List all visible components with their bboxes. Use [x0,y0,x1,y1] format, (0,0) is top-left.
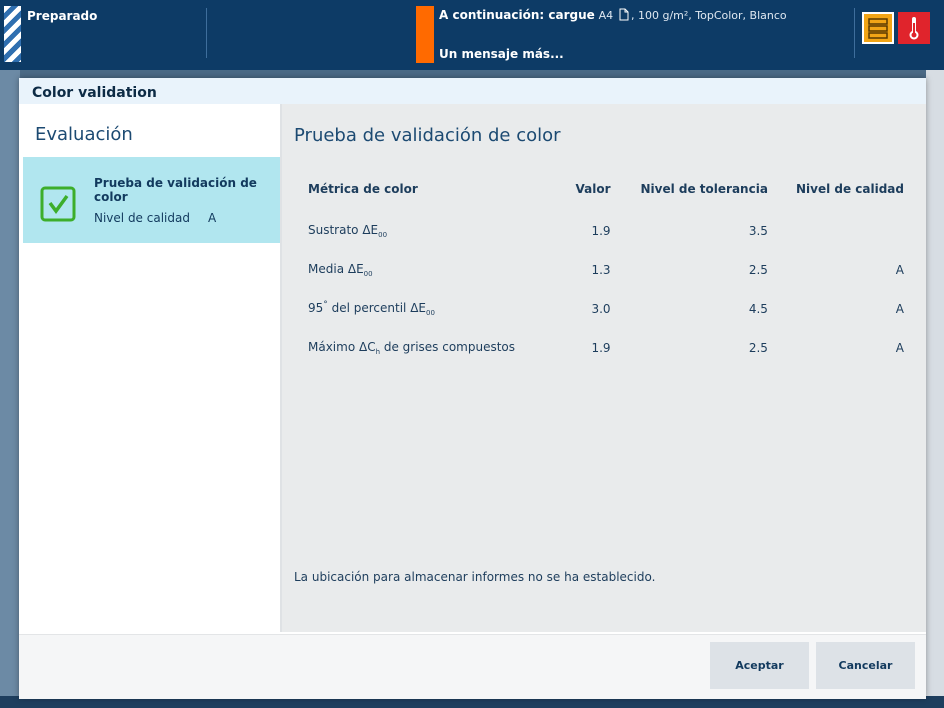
divider [206,8,207,58]
metric-quality [768,211,904,250]
more-messages-link[interactable]: Un mensaje más... [439,47,564,61]
thermometer-icon[interactable] [898,12,930,44]
cancel-button[interactable]: Cancelar [816,642,915,689]
next-label: A continuación: cargue [439,8,595,22]
table-row [308,250,904,289]
divider [854,8,855,58]
next-job-info[interactable] [439,8,787,24]
column-header: Nivel de tolerancia [640,182,768,196]
background-right-panel [926,70,944,708]
metrics-table [308,175,904,367]
striped-status-icon [4,6,21,62]
color-validation-dialog [19,78,926,698]
metric-value: 3.0 [591,301,611,316]
background-left-panel [0,70,20,708]
paper-details: , 100 g/m², TopColor, Blanco [630,9,787,22]
accept-button[interactable]: Aceptar [710,642,809,689]
metric-name: Máximo $\Delta C_h$ de grises compuestos [308,339,516,356]
table-row [308,211,904,250]
metric-tolerance: 3.5 [748,223,768,238]
dialog-title: Color validation [19,78,926,104]
metric-quality: A [895,262,904,277]
printer-status: Preparado [27,9,98,23]
column-header: Nivel de calidad [795,182,904,196]
checkmark-icon [40,186,76,222]
evaluation-item-title: Prueba de validación de color [94,176,257,204]
table-row [308,289,904,328]
validation-details-pane [282,104,926,632]
metric-name: Sustrato $\Delta E_{00}$ [308,222,388,239]
dialog-footer [19,634,926,699]
attention-indicator [416,6,434,63]
metric-tolerance: 4.5 [748,301,768,316]
metric-name: 95° del percentil $\Delta E_{00}$ [308,300,435,317]
table-header [308,175,904,203]
evaluation-item[interactable] [23,157,280,243]
report-location-notice: La ubicación para almacenar informes no se ha establecido. [294,570,656,584]
metric-value: 1.9 [591,223,611,238]
quality-level-value: A [208,211,217,225]
metric-quality: A [895,301,904,316]
table-row [308,328,904,367]
quality-level-label: Nivel de calidad [94,211,190,225]
evaluation-heading: Evaluación [35,124,133,145]
metric-value: 1.3 [591,262,611,277]
metric-value: 1.9 [591,340,611,355]
paper-size: A4 [598,9,614,22]
metric-quality: A [895,340,904,355]
status-bar [0,0,944,70]
document-icon [619,8,629,24]
column-header: Métrica de color [308,182,418,196]
metric-tolerance: 2.5 [748,262,768,277]
details-heading: Prueba de validación de color [294,125,561,146]
evaluation-pane [23,104,280,632]
storage-icon[interactable] [862,12,894,44]
metric-tolerance: 2.5 [748,340,768,355]
column-header: Valor [575,182,611,196]
metric-name: Media $\Delta E_{00}$ [308,261,373,278]
